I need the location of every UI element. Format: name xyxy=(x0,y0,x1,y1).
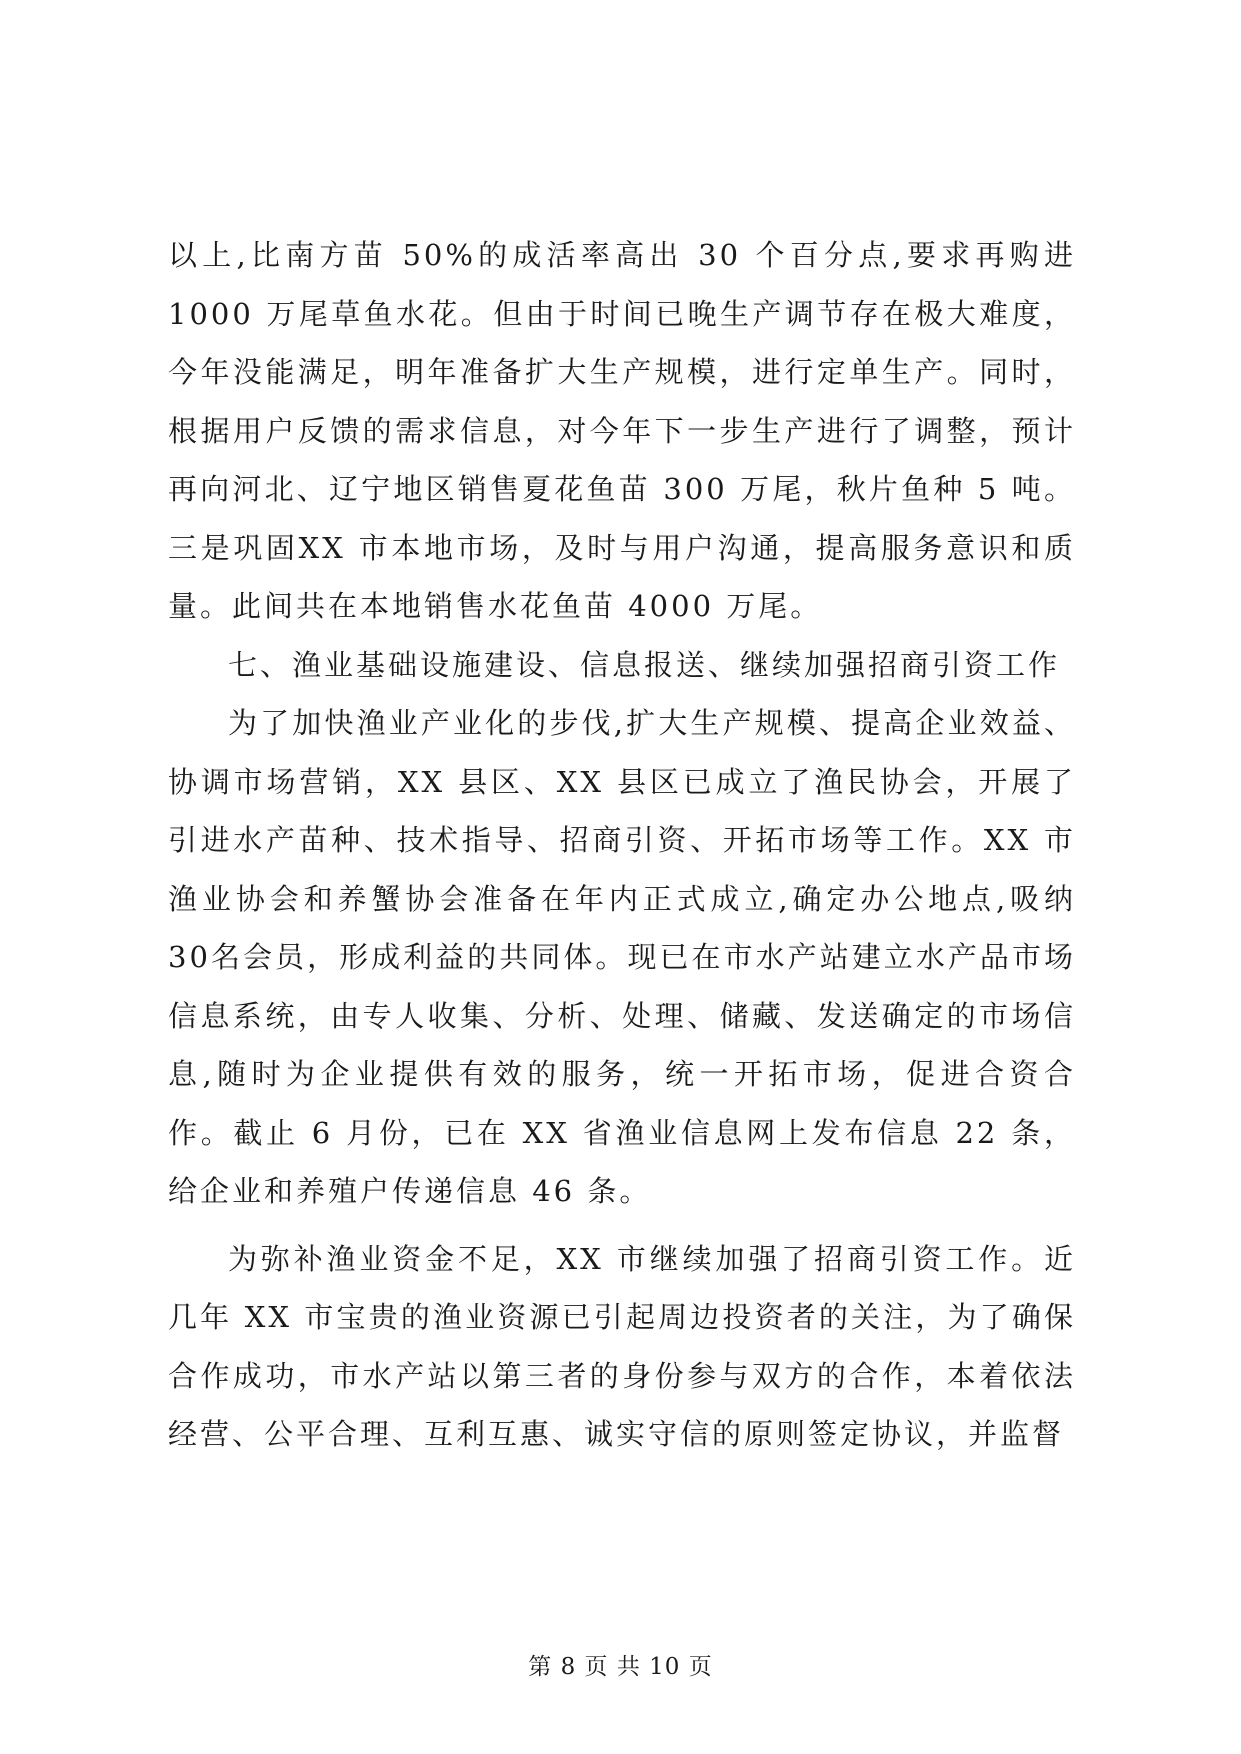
paragraph-investment: 为弥补渔业资金不足，XX 市继续加强了招商引资工作。近几年 XX 市宝贵的渔业资源已引起周边投资者的关注，为了确保合作成功，市水产站以第三者的身份参与双方的合作，本着依法经营、公平合理、互利互惠、诚实守信的原则签定协议，并监督 xyxy=(168,1241,1076,1451)
page-number-footer: 第 8 页 共 10 页 xyxy=(528,1654,713,1680)
paragraph-fishery-association: 为了加快渔业产业化的步伐,扩大生产规模、提高企业效益、协调市场营销，XX 县区、XX 县区已成立了渔民协会，开展了引进水产苗种、技术指导、招商引资、开拓市场等工作。XX 市渔业协会和养蟹协会准备在年内正式成立,确定办公地点,吸纳 30名会员，形成利益的共同体。现已在市水产站建立水产品市场信息系统，由专人收集、分析、处理、储藏、发送确定的市场信息,随时为企业提供有效的服务，统一开拓市场，促进合资合作。截止 6 月份，已在 XX 省渔业信息网上发布信息 22 条，给企业和养殖户传递信息 46 条。 xyxy=(168,706,1076,1208)
section-heading: 七、渔业基础设施建设、信息报送、继续加强招商引资工作 xyxy=(228,647,1061,682)
document-body xyxy=(168,226,1076,1464)
paragraph-continuation: 以上,比南方苗 50%的成活率高出 30 个百分点,要求再购进 1000 万尾草鱼水花。但由于时间已晚生产调节存在极大难度，今年没能满足，明年准备扩大生产规模，进行定单生产。同时，根据用户反馈的需求信息，对今年下一步生产进行了调整，预计再向河北、辽宁地区销售夏花鱼苗 300 万尾，秋片鱼种 5 吨。三是巩固XX 市本地市场，及时与用户沟通，提高服务意识和质量。此间共在本地销售水花鱼苗 4000 万尾。 xyxy=(168,238,1076,623)
